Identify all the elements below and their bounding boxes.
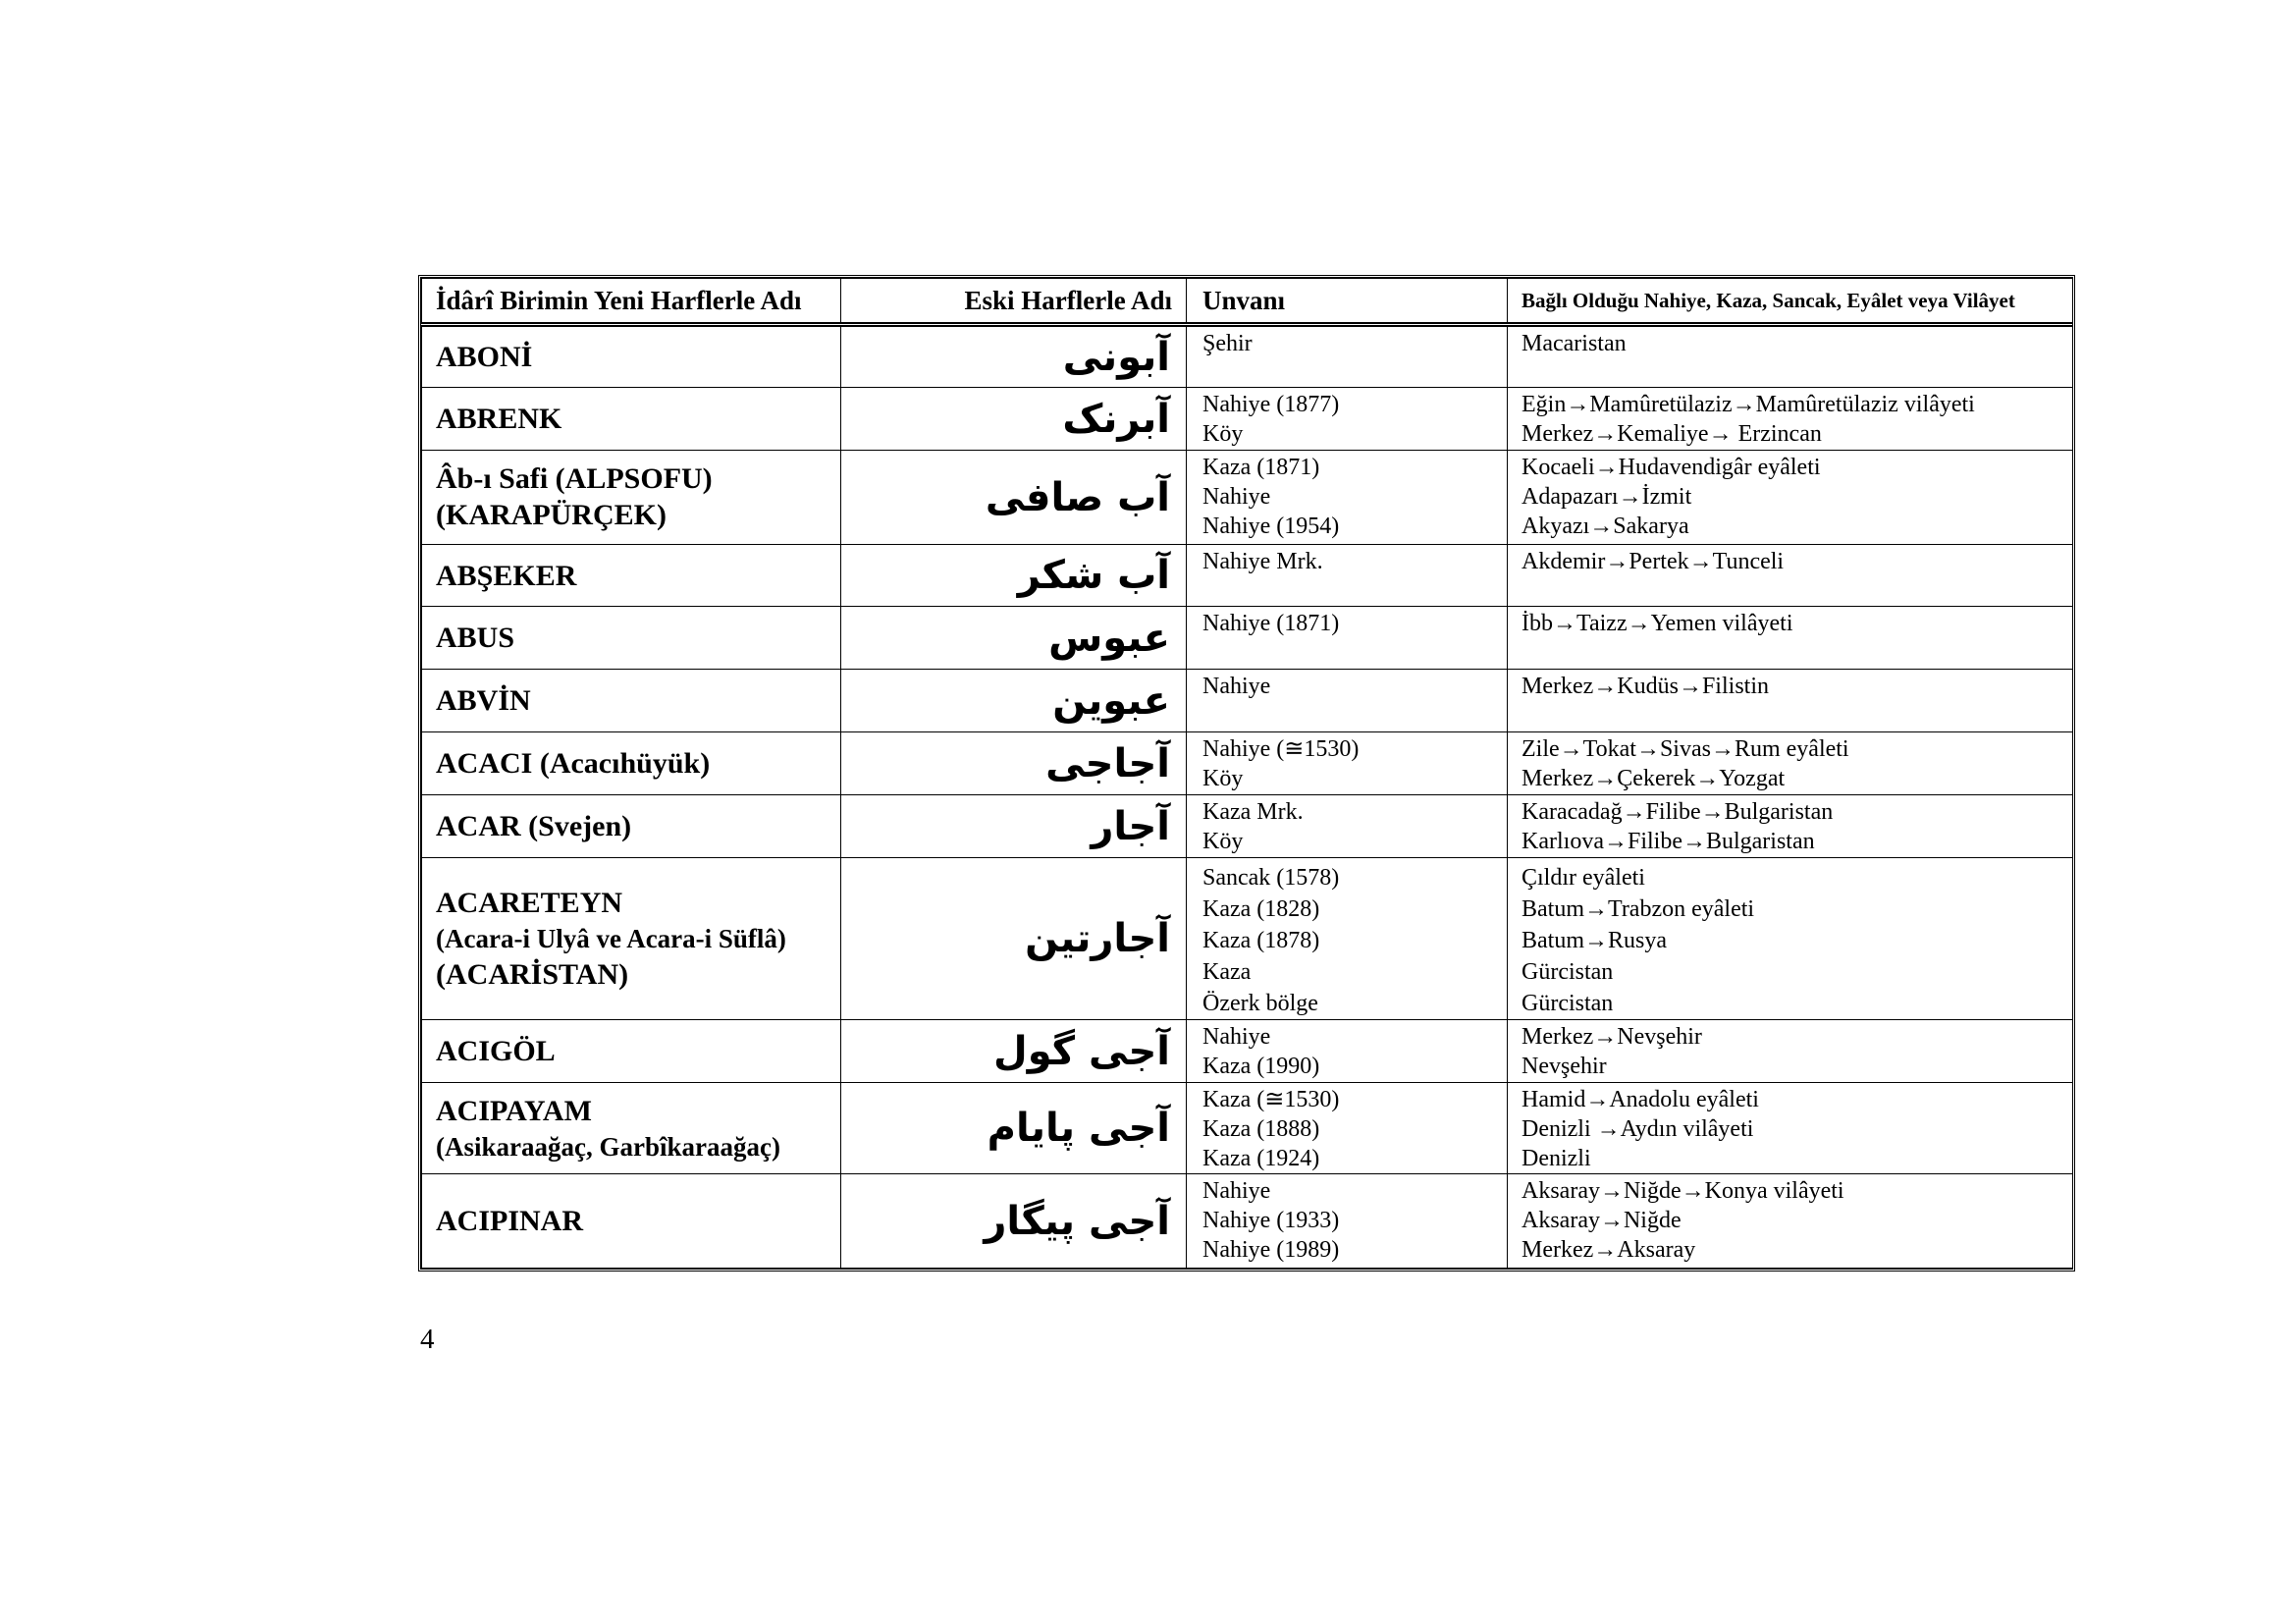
affiliation-line: Batum→Trabzon eyâleti	[1522, 896, 1755, 922]
table-row	[422, 732, 2073, 795]
header-old-script-name: Eski Harflerle Adı	[841, 279, 1187, 325]
table-row	[422, 1174, 2073, 1269]
cell-affiliation	[1508, 795, 2073, 858]
gazetteer-table-frame	[418, 275, 2075, 1272]
affiliation-line: Batum→Rusya	[1522, 928, 1667, 953]
title-line: Nahiye (1877)	[1202, 392, 1340, 417]
table-row	[422, 545, 2073, 607]
new-script-name-line: ABVİN	[436, 684, 531, 717]
table-body	[422, 325, 2073, 1269]
cell-new-script-name	[422, 858, 841, 1020]
new-script-name-line: Âb-ı Safi (ALPSOFU)	[436, 462, 713, 495]
new-script-name-line: ACACI (Acacıhüyük)	[436, 747, 711, 780]
cell-new-script-name	[422, 451, 841, 545]
cell-old-script-name: آجارتین	[841, 858, 1187, 1020]
affiliation-line: Çıldır eyâleti	[1522, 865, 1645, 891]
cell-affiliation	[1508, 388, 2073, 451]
cell-new-script-name	[422, 795, 841, 858]
cell-old-script-name: آب شکر	[841, 545, 1187, 607]
cell-title	[1187, 607, 1508, 670]
affiliation-line: Denizli	[1522, 1146, 1591, 1171]
cell-old-script-name: آبونی	[841, 325, 1187, 388]
cell-old-script-name: آجی گول	[841, 1020, 1187, 1083]
table-row	[422, 325, 2073, 388]
table-row	[422, 858, 2073, 1020]
cell-affiliation	[1508, 607, 2073, 670]
table-row	[422, 607, 2073, 670]
header-affiliation: Bağlı Olduğu Nahiye, Kaza, Sancak, Eyâlet veya Vilâyet	[1508, 279, 2073, 325]
cell-new-script-name	[422, 1174, 841, 1269]
new-script-name-line: ABRENK	[436, 403, 562, 435]
affiliation-line: Macaristan	[1522, 331, 1627, 356]
cell-old-script-name: آجی پیگار	[841, 1174, 1187, 1269]
title-line: Nahiye (1933)	[1202, 1208, 1340, 1233]
new-script-name-line: ACIPAYAM	[436, 1094, 592, 1127]
table-row	[422, 1020, 2073, 1083]
cell-new-script-name	[422, 1020, 841, 1083]
header-row	[422, 279, 2073, 325]
new-script-name-line: ACIGÖL	[436, 1035, 556, 1067]
affiliation-line: Karlıova→Filibe→Bulgaristan	[1522, 829, 1815, 854]
affiliation-line: Akyazı→Sakarya	[1522, 514, 1689, 539]
title-line: Kaza (1878)	[1202, 928, 1320, 953]
cell-title	[1187, 1083, 1508, 1174]
cell-new-script-name	[422, 1083, 841, 1174]
cell-title	[1187, 451, 1508, 545]
affiliation-line: Akdemir→Pertek→Tunceli	[1522, 549, 1785, 574]
title-line: Köy	[1202, 829, 1244, 854]
cell-old-script-name: عبوس	[841, 607, 1187, 670]
title-line: Nahiye	[1202, 484, 1271, 510]
affiliation-line: Gürcistan	[1522, 959, 1614, 985]
table-row	[422, 795, 2073, 858]
affiliation-line: İbb→Taizz→Yemen vilâyeti	[1522, 611, 1793, 636]
title-line: Köy	[1202, 421, 1244, 447]
new-script-name-line: ABUS	[436, 622, 515, 654]
cell-title	[1187, 388, 1508, 451]
new-script-name-line: (KARAPÜRÇEK)	[436, 499, 667, 531]
affiliation-line: Gürcistan	[1522, 991, 1614, 1016]
title-line: Kaza (1990)	[1202, 1054, 1320, 1079]
title-line: Kaza (1888)	[1202, 1116, 1320, 1142]
title-line: Köy	[1202, 766, 1244, 791]
title-line: Nahiye	[1202, 1024, 1271, 1050]
affiliation-line: Aksaray→Niğde	[1522, 1208, 1682, 1233]
affiliation-line: Merkez→Nevşehir	[1522, 1024, 1702, 1050]
header-title: Unvanı	[1187, 279, 1508, 325]
cell-new-script-name	[422, 325, 841, 388]
title-line: Nahiye	[1202, 1178, 1271, 1204]
table-row	[422, 1083, 2073, 1174]
new-script-name-line: (Acara-i Ulyâ ve Acara-i Süflâ)	[436, 923, 786, 953]
cell-affiliation	[1508, 1083, 2073, 1174]
cell-old-script-name: آبرنک	[841, 388, 1187, 451]
cell-title	[1187, 858, 1508, 1020]
affiliation-line: Merkez→Çekerek→Yozgat	[1522, 766, 1786, 791]
cell-old-script-name: آجی پایام	[841, 1083, 1187, 1174]
affiliation-line: Hamid→Anadolu eyâleti	[1522, 1087, 1759, 1112]
new-script-name-line: ABŞEKER	[436, 559, 577, 592]
new-script-name-line: ACIPINAR	[436, 1205, 583, 1237]
affiliation-line: Denizli →Aydın vilâyeti	[1522, 1116, 1754, 1142]
title-line: Kaza (1828)	[1202, 896, 1320, 922]
affiliation-line: Zile→Tokat→Sivas→Rum eyâleti	[1522, 736, 1849, 762]
affiliation-line: Adapazarı→İzmit	[1522, 484, 1692, 510]
title-line: Kaza (1871)	[1202, 455, 1320, 480]
affiliation-line: Eğin→Mamûretülaziz→Mamûretülaziz vilâyeti	[1522, 392, 1975, 417]
cell-new-script-name	[422, 670, 841, 732]
cell-old-script-name: آب صافی	[841, 451, 1187, 545]
title-line: Nahiye (≅1530)	[1202, 736, 1360, 762]
new-script-name-line: (Asikaraağaç, Garbîkaraağaç)	[436, 1131, 780, 1162]
cell-affiliation	[1508, 858, 2073, 1020]
title-line: Nahiye (1954)	[1202, 514, 1340, 539]
page-number: 4	[420, 1324, 435, 1355]
title-line: Sancak (1578)	[1202, 865, 1340, 891]
cell-affiliation	[1508, 325, 2073, 388]
cell-affiliation	[1508, 451, 2073, 545]
cell-title	[1187, 545, 1508, 607]
table-row	[422, 451, 2073, 545]
affiliation-line: Karacadağ→Filibe→Bulgaristan	[1522, 799, 1834, 825]
title-line: Özerk bölge	[1202, 991, 1318, 1016]
cell-affiliation	[1508, 545, 2073, 607]
cell-affiliation	[1508, 1020, 2073, 1083]
cell-old-script-name: عبوین	[841, 670, 1187, 732]
cell-new-script-name	[422, 545, 841, 607]
cell-title	[1187, 795, 1508, 858]
header-new-script-name: İdârî Birimin Yeni Harflerle Adı	[422, 279, 841, 325]
title-line: Kaza Mrk.	[1202, 799, 1304, 825]
cell-old-script-name: آجاجی	[841, 732, 1187, 795]
new-script-name-line: ACAR (Svejen)	[436, 810, 632, 842]
affiliation-line: Aksaray→Niğde→Konya vilâyeti	[1522, 1178, 1844, 1204]
cell-affiliation	[1508, 670, 2073, 732]
title-line: Nahiye (1989)	[1202, 1237, 1340, 1263]
cell-affiliation	[1508, 732, 2073, 795]
title-line: Kaza (≅1530)	[1202, 1087, 1340, 1112]
affiliation-line: Merkez→Kemaliye→ Erzincan	[1522, 421, 1822, 447]
affiliation-line: Merkez→Kudüs→Filistin	[1522, 674, 1769, 699]
cell-new-script-name	[422, 388, 841, 451]
title-line: Kaza (1924)	[1202, 1146, 1320, 1171]
table-row	[422, 670, 2073, 732]
title-line: Nahiye (1871)	[1202, 611, 1340, 636]
table-row	[422, 388, 2073, 451]
gazetteer-table	[421, 278, 2073, 1269]
new-script-name-line: ABONİ	[436, 341, 533, 373]
cell-title	[1187, 670, 1508, 732]
title-line: Kaza	[1202, 959, 1252, 985]
title-line: Nahiye	[1202, 674, 1271, 699]
new-script-name-line: ACARETEYN	[436, 886, 623, 919]
title-line: Nahiye Mrk.	[1202, 549, 1323, 574]
cell-title	[1187, 1174, 1508, 1269]
cell-new-script-name	[422, 607, 841, 670]
cell-title	[1187, 325, 1508, 388]
affiliation-line: Kocaeli→Hudavendigâr eyâleti	[1522, 455, 1821, 480]
title-line: Şehir	[1202, 331, 1253, 356]
new-script-name-line: (ACARİSTAN)	[436, 957, 629, 991]
cell-title	[1187, 1020, 1508, 1083]
affiliation-line: Nevşehir	[1522, 1054, 1607, 1079]
cell-title	[1187, 732, 1508, 795]
cell-old-script-name: آجار	[841, 795, 1187, 858]
cell-affiliation	[1508, 1174, 2073, 1269]
affiliation-line: Merkez→Aksaray	[1522, 1237, 1696, 1263]
cell-new-script-name	[422, 732, 841, 795]
